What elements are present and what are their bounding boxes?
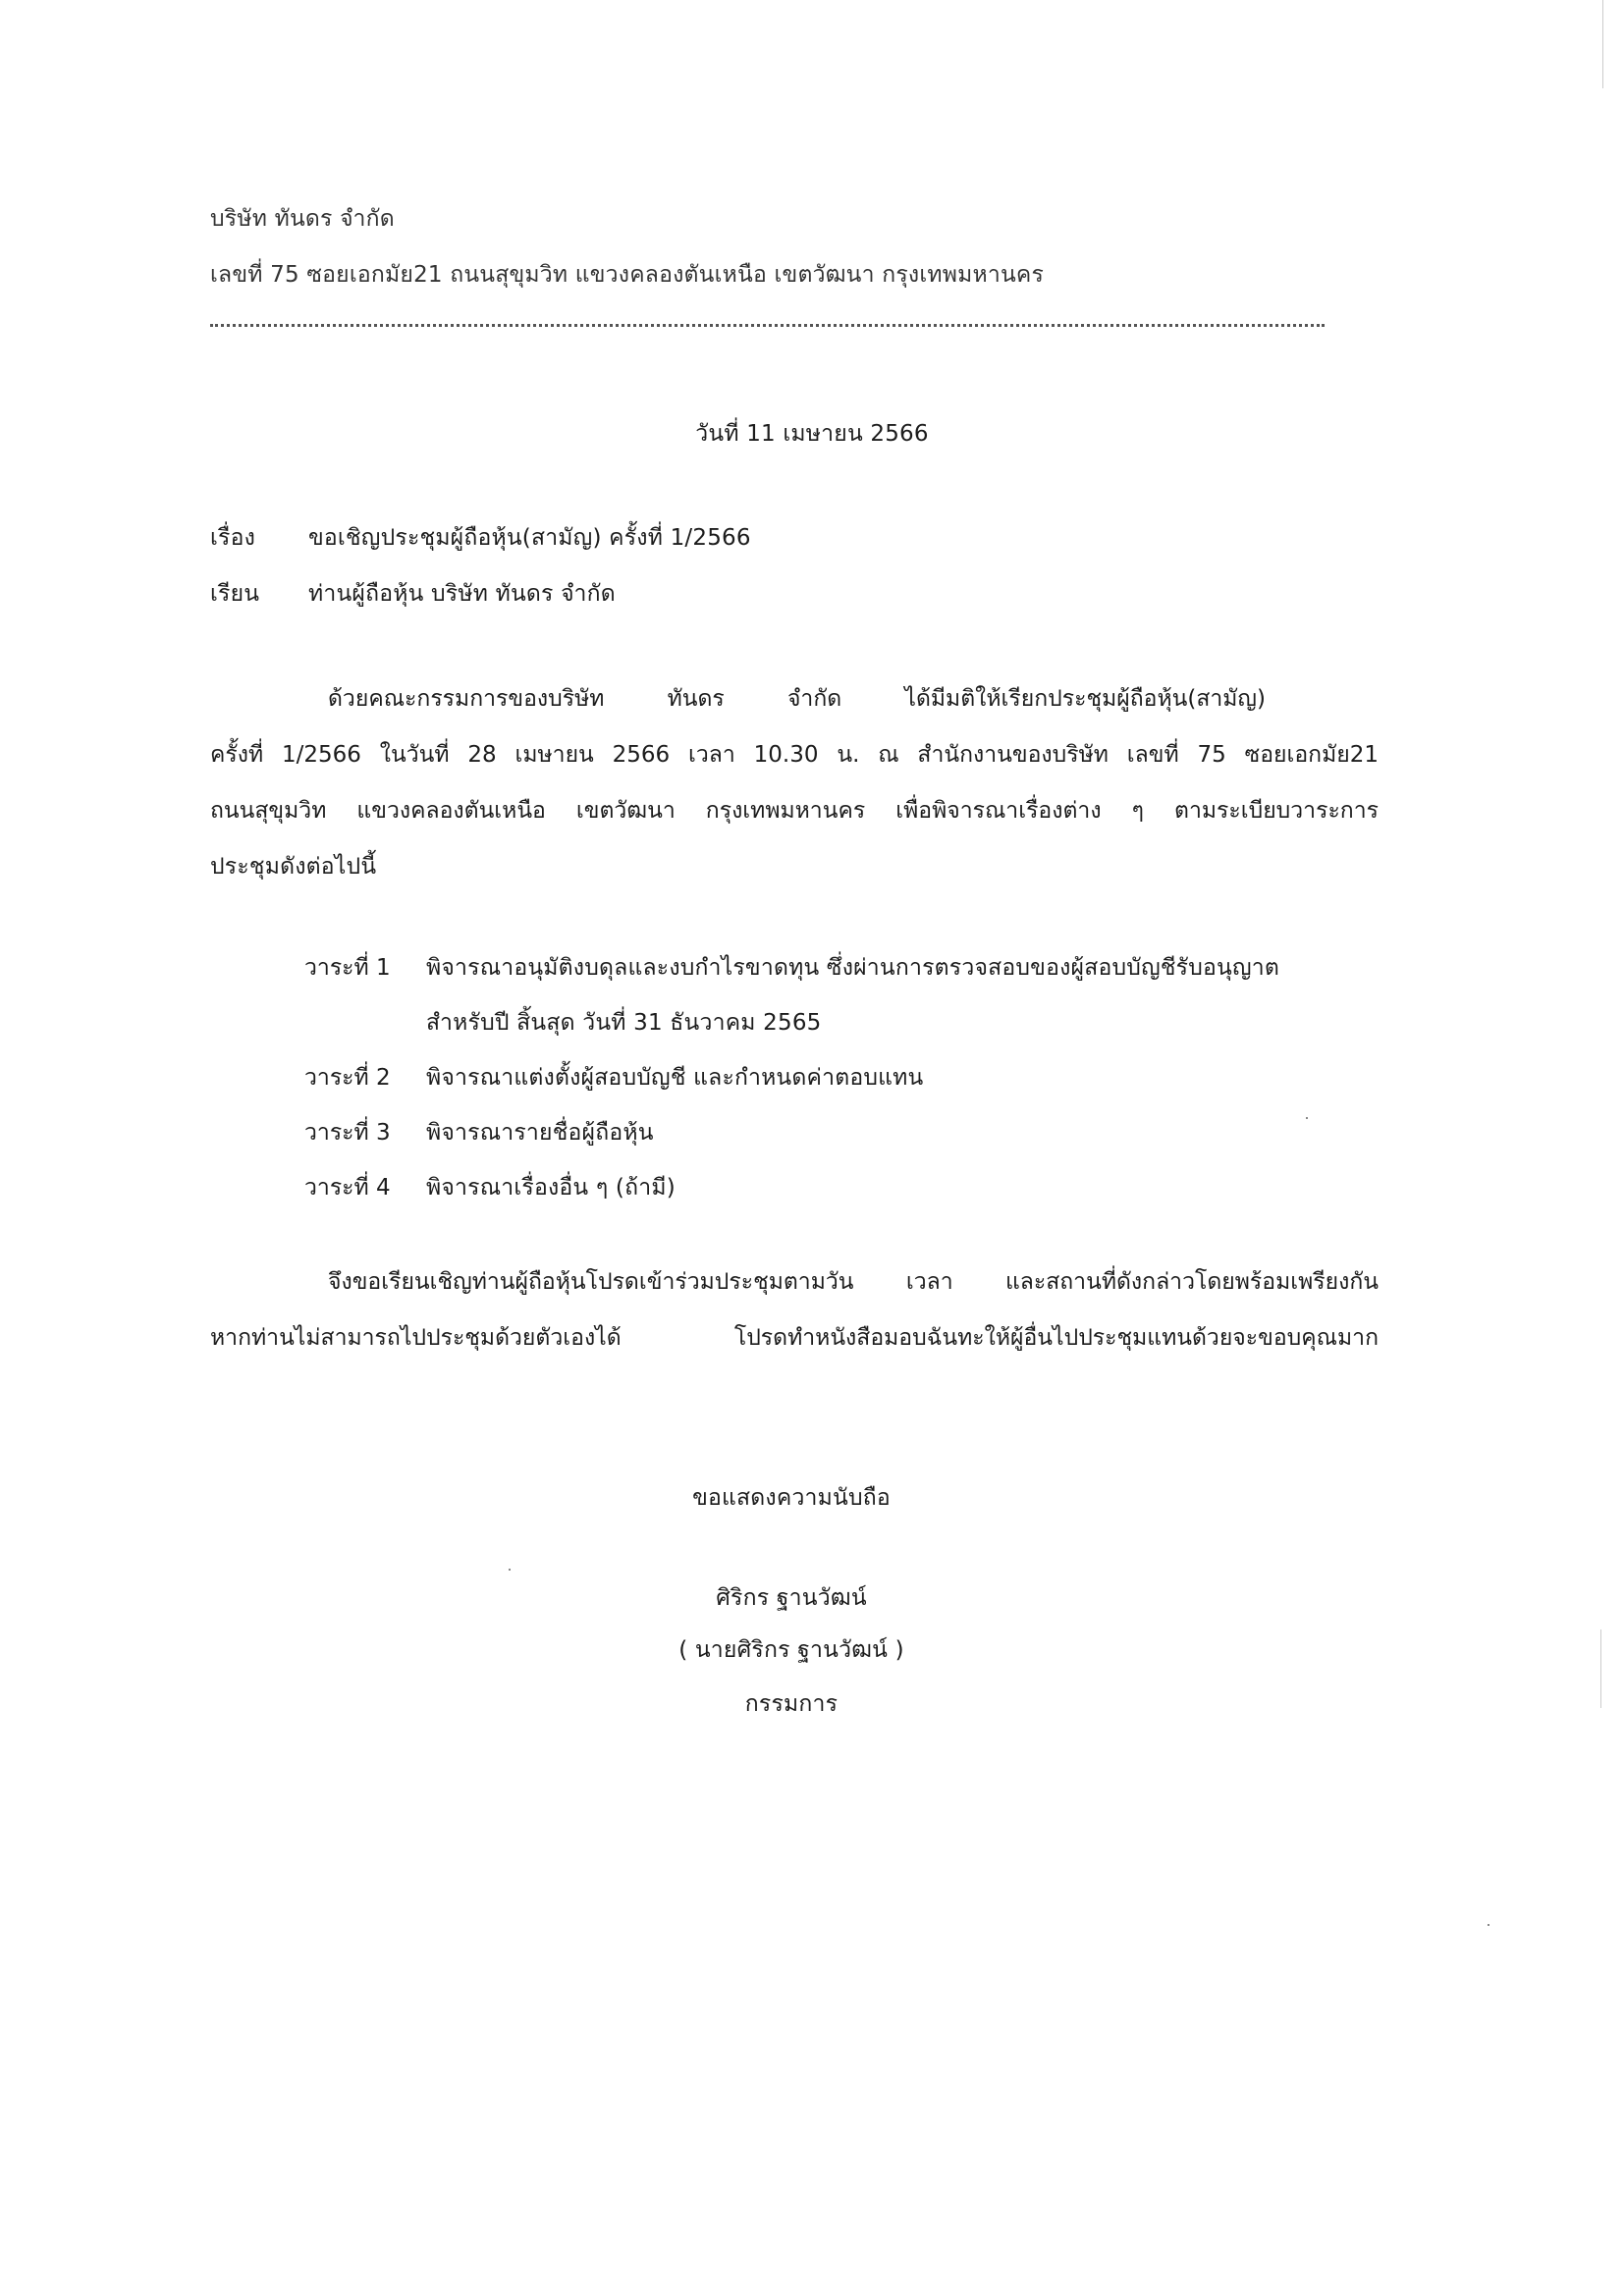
body-line-4: ประชุมดังต่อไปนี้	[210, 854, 377, 880]
agenda-label-1: วาระที่ 1	[304, 955, 391, 981]
scan-speck	[1488, 1924, 1489, 1926]
agenda-label-4: วาระที่ 4	[304, 1175, 391, 1201]
company-address: เลขที่ 75 ซอยเอกมัย21 ถนนสุขุมวิท แขวงคลองตันเหนือ เขตวัฒนา กรุงเทพมหานคร	[210, 262, 1045, 288]
subject-text: ขอเชิญประชุมผู้ถือหุ้น(สามัญ) ครั้งที่ 1/2566	[308, 525, 751, 551]
recipient-label: เรียน	[210, 581, 260, 607]
signer-title: กรรมการ	[744, 1691, 839, 1717]
closing-line-2: หากท่านไม่สามารถไปประชุมด้วยตัวเองได้ โปรดทำหนังสือมอบฉันทะให้ผู้อื่นไปประชุมแทนด้วยจะขอบคุณมาก	[210, 1325, 1379, 1351]
scan-edge-mark	[1600, 1629, 1601, 1708]
body-line-2: ครั้งที่ 1/2566 ในวันที่ 28 เมษายน 2566 เวลา 10.30 น. ณ สำนักงานของบริษัท เลขที่ 75 ซอยเอกมัย21	[210, 742, 1379, 768]
recipient-text: ท่านผู้ถือหุ้น บริษัท ทันดร จำกัด	[308, 581, 616, 607]
letter-date: วันที่ 11 เมษายน 2566	[695, 421, 929, 447]
agenda-text-2: พิจารณาแต่งตั้งผู้สอบบัญชี และกำหนดค่าตอบแทน	[426, 1065, 924, 1091]
signature: ศิริกร ฐานวัฒน์	[716, 1585, 867, 1611]
body-line-3: ถนนสุขุมวิท แขวงคลองตันเหนือ เขตวัฒนา กรุงเทพมหานคร เพื่อพิจารณาเรื่องต่าง ๆ ตามระเบียบวาระการ	[210, 798, 1379, 824]
scan-speck	[1306, 1117, 1308, 1119]
agenda-label-3: วาระที่ 3	[304, 1120, 391, 1146]
dotted-divider	[210, 324, 1325, 327]
agenda-text-3: พิจารณารายชื่อผู้ถือหุ้น	[426, 1120, 654, 1146]
body-line-1: ด้วยคณะกรรมการของบริษัท ทันดร จำกัด ได้มีมติให้เรียกประชุมผู้ถือหุ้น(สามัญ)	[328, 686, 1266, 712]
subject-label: เรื่อง	[210, 525, 256, 551]
agenda-text-1-cont: สำหรับปี สิ้นสุด วันที่ 31 ธันวาคม 2565	[426, 1010, 822, 1036]
scan-edge-mark	[1602, 0, 1603, 88]
closing-line-1: จึงขอเรียนเชิญท่านผู้ถือหุ้นโปรดเข้าร่วมประชุมตามวัน เวลา และสถานที่ดังกล่าวโดยพร้อมเพรียงกัน	[328, 1269, 1379, 1295]
agenda-label-2: วาระที่ 2	[304, 1065, 391, 1091]
agenda-text-4: พิจารณาเรื่องอื่น ๆ (ถ้ามี)	[426, 1175, 676, 1201]
regards: ขอแสดงความนับถือ	[692, 1485, 891, 1511]
scan-speck	[509, 1569, 511, 1571]
signer-name: ( นายศิริกร ฐานวัฒน์ )	[678, 1637, 904, 1663]
company-name: บริษัท ทันดร จำกัด	[210, 206, 395, 232]
agenda-text-1: พิจารณาอนุมัติงบดุลและงบกำไรขาดทุน ซึ่งผ่านการตรวจสอบของผู้สอบบัญชีรับอนุญาต	[426, 955, 1280, 981]
